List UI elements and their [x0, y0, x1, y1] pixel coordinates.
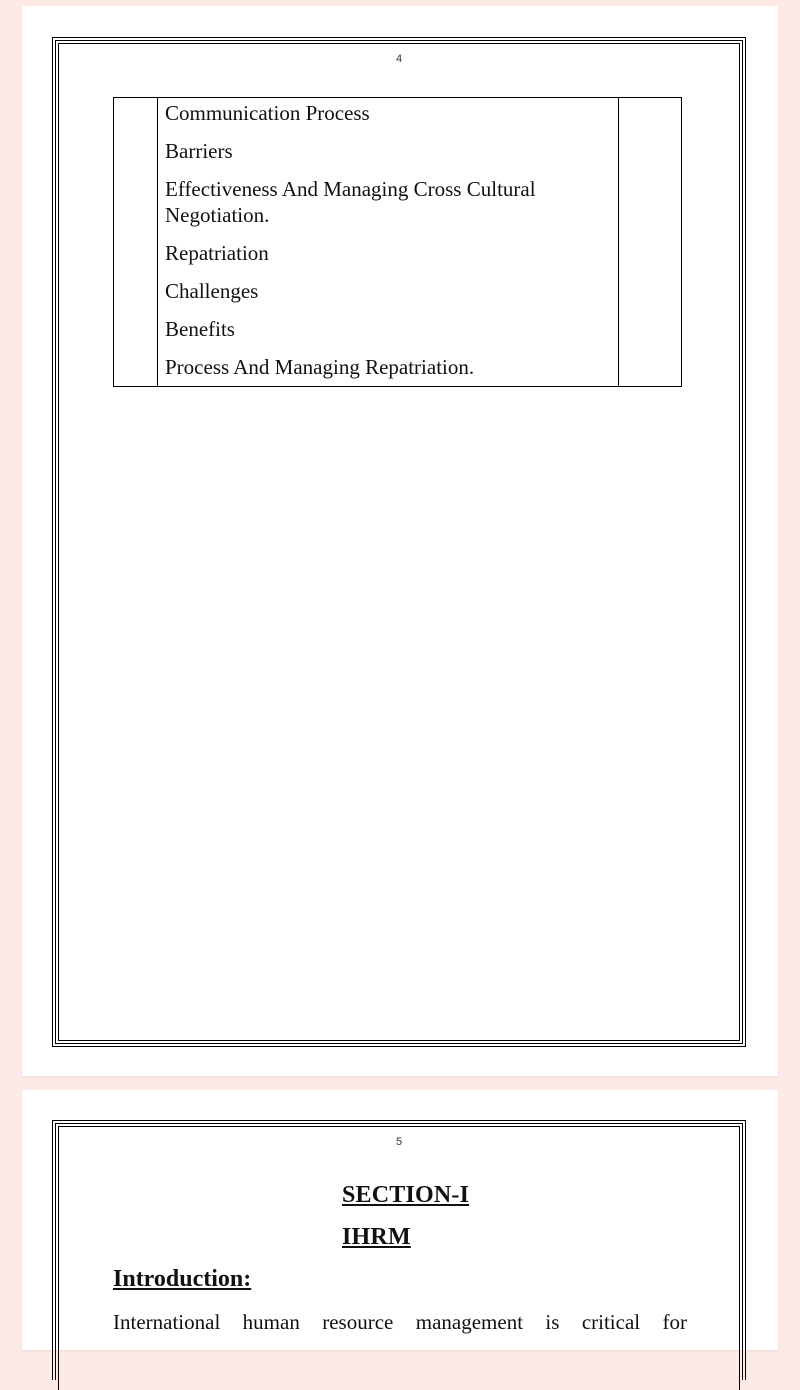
page-number: 5	[395, 1136, 403, 1148]
page-border	[52, 1120, 746, 1380]
page-border	[52, 37, 746, 1047]
contents-table	[113, 97, 682, 387]
section-subtitle: IHRM	[342, 1224, 411, 1250]
list-item: Repatriation	[165, 241, 269, 265]
document-page-4	[22, 6, 778, 1076]
list-item: Barriers	[165, 139, 233, 163]
table-cell-empty	[114, 98, 158, 387]
list-item: Process And Managing Repatriation.	[165, 355, 475, 379]
section-title: SECTION-I	[342, 1182, 470, 1208]
page-number: 4	[395, 53, 403, 65]
document-page-5	[22, 1090, 778, 1350]
table-row	[114, 98, 682, 387]
intro-heading: Introduction:	[113, 1266, 252, 1292]
table-cell-topics	[158, 98, 619, 387]
intro-paragraph: International human resource management is critical for	[113, 1310, 687, 1334]
list-item: Benefits	[165, 317, 235, 341]
list-item: Effectiveness And Managing Cross Cultural Negotiation.	[165, 177, 536, 227]
table-cell-empty	[619, 98, 682, 387]
list-item: Challenges	[165, 279, 259, 303]
list-item: Communication Process	[165, 101, 370, 125]
